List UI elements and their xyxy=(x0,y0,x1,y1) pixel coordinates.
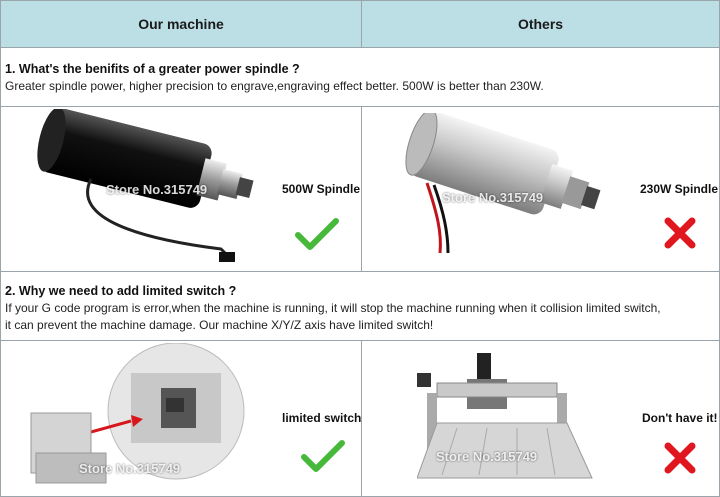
question-2-title: 2. Why we need to add limited switch ? xyxy=(5,284,237,298)
cell-no-limit-switch xyxy=(362,341,719,496)
label-230w-spindle: 230W Spindle xyxy=(640,182,719,196)
label-500w-spindle: 500W Spindle xyxy=(282,182,361,196)
cell-230w-spindle xyxy=(362,107,719,272)
watermark: Store No.315749 xyxy=(106,182,208,197)
label-limited-switch: limited switch xyxy=(282,411,362,425)
question-2-block xyxy=(1,272,719,341)
question-2-line-1: If your G code program is error,when the machine is running, it will stop the machine running when it collision limited switch, xyxy=(5,301,661,315)
cnc-machine-image xyxy=(417,343,637,493)
watermark: Store No.315749 xyxy=(436,449,538,464)
watermark: Store No.315749 xyxy=(79,461,181,476)
check-icon xyxy=(301,439,345,475)
spindle-230w-image xyxy=(392,113,632,263)
question-1-block xyxy=(1,48,719,107)
label-dont-have-it: Don't have it! xyxy=(642,411,718,425)
watermark: Store No.315749 xyxy=(442,190,544,205)
cross-icon xyxy=(664,217,696,249)
cell-limited-switch xyxy=(1,341,362,496)
cell-500w-spindle xyxy=(1,107,362,272)
question-2-line-2: it can prevent the machine damage. Our machine X/Y/Z axis have limited switch! xyxy=(5,318,434,332)
header-our-machine: Our machine xyxy=(1,1,362,48)
check-icon xyxy=(295,217,339,253)
cross-icon xyxy=(664,442,696,474)
header-others: Others xyxy=(362,1,719,48)
question-1-text: Greater spindle power, higher precision to engrave,engraving effect better. 500W is better than 230W. xyxy=(5,79,544,93)
question-1-title: 1. What's the benifits of a greater power spindle ? xyxy=(5,62,300,76)
